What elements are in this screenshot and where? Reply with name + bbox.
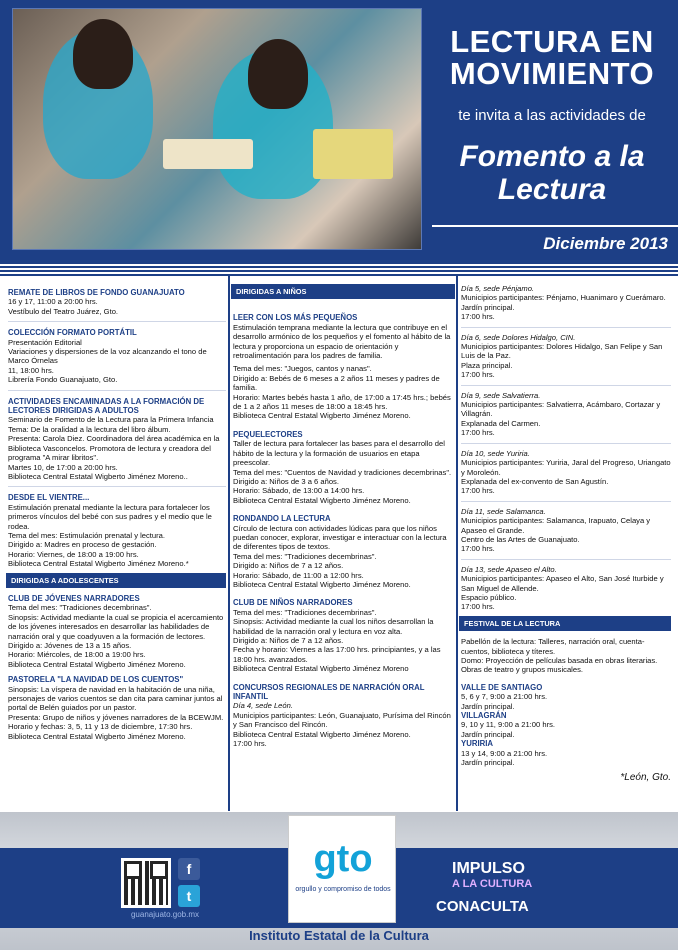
text: Domo: Proyección de películas basada en obras literarias. [461, 656, 658, 665]
impulso-subtext: A LA CULTURA [452, 878, 533, 890]
text: Dirigido a: Niños de 7 a 12 años. [233, 636, 344, 645]
text: Jardín principal. [461, 758, 515, 768]
text: Municipios participantes: Salamanca, Irapuato, Celaya y Apaseo el Grande. [461, 516, 651, 535]
text: Tema del mes: "Juegos, cantos y nanas". [233, 364, 372, 374]
text: 9, 10 y 11, 9:00 a 21:00 hrs. [461, 720, 556, 730]
conaculta-logo: CONACULTA [436, 898, 529, 915]
text: Presentación Editorial [8, 337, 82, 347]
text: Explanada del ex-convento de San Agustín. [461, 476, 609, 486]
text: Biblioteca Central Estatal Wigberto Jiménez Moreno. [233, 495, 411, 505]
facebook-icon[interactable]: f [178, 858, 200, 880]
text: Horario: Martes bebés hasta 1 año, de 17:00 a 17:45 hrs.; bebés de 1 a 2 años 11 meses de 18:00 a 18:45 hrs. [233, 392, 451, 412]
reading-students-photo [12, 8, 422, 250]
text: Horario: Sábado, de 11:00 a 12:00 hrs. [233, 570, 364, 580]
text: 17:00 hrs. [233, 739, 267, 749]
website-link[interactable]: guanajuato.gob.mx [130, 910, 200, 919]
text: Variaciones y dispersiones de la voz alcanzando el tono de Marco Órnelas [8, 347, 207, 366]
text: 16 y 17, 11:00 a 20:00 hrs. [8, 297, 98, 307]
column-adults [8, 278, 226, 741]
section-title: RONDANDO LA LECTURA [233, 514, 331, 524]
location-note: *León, Gto. [620, 772, 671, 784]
gto-logo-text: gto [313, 838, 373, 880]
text: Tema: De la oralidad a la lectura del libro álbum. [8, 424, 171, 434]
text: Sinopsis: La víspera de navidad en la habitación de una niña, personajes de varios cuentos se dan cita para caminar juntos al portal de Belén guiados por un pastor. [8, 684, 223, 713]
text: Tema del mes: Estimulación prenatal y lectura. [8, 530, 166, 540]
text: Fecha y horario: Viernes a las 17:00 hrs. principiantes, y a las 18:00 hrs. avanzados. [233, 645, 441, 664]
text: Círculo de lectura con actividades lúdicas para que los niños puedan conocer, explorar, investigar e interactuar con la lectura de diferentes tipos de textos. [233, 523, 447, 552]
text: Biblioteca Central Estatal Wigberto Jiménez Moreno. [233, 411, 411, 421]
section-title: CONCURSOS REGIONALES DE NARRACIÓN ORAL INFANTIL [233, 682, 425, 702]
section-title: VILLAGRÁN [461, 711, 507, 721]
text: Horario: Viernes, de 18:00 a 19:00 hrs. [8, 549, 139, 559]
text: Horario: Sábado, de 13:00 a 14:00 hrs. [233, 486, 365, 496]
text: Día 13, sede Apaseo el Alto. [461, 564, 557, 574]
text: Dirigido a: Niños de 3 a 6 años. [233, 476, 339, 486]
text: Día 9, sede Salvatierra. [461, 390, 541, 400]
text: Biblioteca Central Estatal Wigberto Jiménez Moreno. [233, 579, 411, 589]
text: Biblioteca Central Estatal Wigberto Jiménez Moreno.* [8, 559, 189, 569]
column-divider [456, 276, 458, 811]
text: Tema del mes: "Tradiciones decembrinas". [8, 603, 152, 613]
column-children [233, 284, 455, 748]
qr-code-icon[interactable] [121, 858, 171, 908]
text: Tema del mes: "Cuentos de Navidad y tradiciones decembrinas". [233, 467, 452, 477]
text: Sinopsis: Actividad mediante la cual se propicia el acercamiento de los jóvenes interesados en desarrollar las habilidades de narración oral y que coadyuven a la formación de lectores. [8, 612, 224, 641]
text: Plaza principal. [461, 360, 513, 370]
text: Municipios participantes: León, Guanajuato, Purísima del Rincón y San Francisco del Rincón. [233, 710, 451, 730]
text: Pabellón de la lectura: Talleres, narración oral, cuenta-cuentos, biblioteca y títeres. [461, 637, 645, 656]
text: Municipios participantes: Apaseo el Alto, San José Iturbide y San Miguel de Allende. [461, 574, 664, 593]
text: Vestíbulo del Teatro Juárez, Gto. [8, 306, 119, 316]
page-title: LECTURA EN MOVIMIENTO [449, 24, 655, 91]
text: 13 y 14, 9:00 a 21:00 hrs. [461, 748, 548, 758]
text: Presenta: Carola Diez. Coordinadora del área académica en la Biblioteca Vasconcelos. Promotora de lectura y creadora del programa "A mirar libritos". [8, 434, 220, 463]
invite-text: te invita a las actividades de [458, 107, 646, 124]
institute-name: Instituto Estatal de la Cultura [249, 928, 429, 943]
text: Jardín principal. [461, 701, 515, 711]
text: Dirigido a: Jóvenes de 13 a 15 años. [8, 641, 132, 650]
text: Día 11, sede Salamanca. [461, 506, 546, 516]
text: Municipios participantes: Dolores Hidalgo, San Felipe y San Luis de la Paz. [461, 342, 663, 361]
text: 17:00 hrs. [461, 486, 495, 496]
section-title: CLUB DE NIÑOS NARRADORES [233, 598, 353, 608]
text: Municipios participantes: Pénjamo, Huanimaro y Cuerámaro. [461, 293, 666, 303]
text: Dirigido a: Madres en proceso de gestación. [8, 540, 157, 550]
text: 17:00 hrs. [461, 428, 495, 438]
divider [432, 225, 678, 227]
section-title: REMATE DE LIBROS DE FONDO GUANAJUATO [8, 288, 185, 297]
section-band: FESTIVAL DE LA LECTURA [459, 616, 671, 631]
section-title: ACTIVIDADES ENCAMINADAS A LA FORMACIÓN DE LECTORES DIRIGIDAS A ADULTOS [8, 396, 205, 416]
text: Sinopsis: Actividad mediante la cual los niños desarrollan la habilidad de la narración oral y lectura en voz alta. [233, 617, 434, 636]
text: Día 6, sede Dolores Hidalgo, CIN. [461, 332, 576, 342]
text: Biblioteca Central Estatal Wigberto Jiménez Moreno. [8, 659, 186, 669]
text: Día 10, sede Yuriria. [461, 448, 530, 458]
text: Biblioteca Central Estatal Wigberto Jiménez Moreno. [8, 731, 186, 741]
text: Explanada del Carmen. [461, 418, 541, 428]
text: 5, 6 y 7, 9:00 a 21:00 hrs. [461, 692, 548, 702]
text: Estimulación temprana mediante la lectura que contribuye en el desarrollo armónico de los pequeños y el fomento al hábito de la lectura y proporciona un espacio de orientación y retroalimentación para los padres de familia. [233, 322, 451, 361]
section-band: DIRIGIDAS A NIÑOS [231, 284, 455, 299]
text: Jardín principal. [461, 302, 515, 312]
text: 17:00 hrs. [461, 312, 495, 322]
text: Horario y fechas: 3, 5, 11 y 13 de diciembre, 17:30 hrs. [8, 722, 193, 732]
section-title: CLUB DE JÓVENES NARRADORES [8, 593, 140, 603]
text: Día 4, sede León. [233, 701, 293, 711]
text: Dirigido a: Bebés de 6 meses a 2 años 11 meses y padres de familia. [233, 373, 440, 393]
text: Biblioteca Central Estatal Wigberto Jiménez Moreno. [233, 729, 411, 739]
text: Municipios participantes: Yuriria, Jaral del Progreso, Uriangato y Moroleón. [461, 458, 671, 477]
text: Martes 10, de 17:00 a 20:00 hrs. [8, 462, 118, 472]
gto-tagline: orgullo y compromiso de todos [295, 886, 391, 893]
text: 17:00 hrs. [461, 602, 495, 612]
text: 17:00 hrs. [461, 370, 495, 380]
section-band: DIRIGIDAS A ADOLESCENTES [6, 573, 226, 588]
program-title: Fomento a la Lectura [459, 140, 645, 206]
text: Día 5, sede Pénjamo. [461, 284, 535, 293]
text: Centro de las Artes de Guanajuato. [461, 534, 580, 544]
twitter-icon[interactable]: t [178, 885, 200, 907]
section-title: DESDE EL VIENTRE... [8, 493, 90, 503]
header-banner [0, 0, 678, 262]
section-title: PEQUELECTORES [233, 429, 303, 439]
section-title: LEER CON LOS MÁS PEQUEÑOS [233, 313, 358, 323]
section-title: PASTORELA "LA NAVIDAD DE LOS CUENTOS" [8, 675, 184, 685]
text: Estimulación prenatal mediante la lectura para fortalecer los primeros vínculos del bebé con sus padres y el medio que le rodea. [8, 502, 212, 531]
month-date: Diciembre 2013 [543, 234, 668, 253]
section-title: VALLE DE SANTIAGO [461, 682, 543, 692]
section-title: COLECCIÓN FORMATO PORTÁTIL [8, 328, 137, 338]
text: Tema del mes: "Tradiciones decembrinas". [233, 551, 377, 561]
text: Jardín principal. [461, 729, 515, 739]
text: Obras de teatro y grupos musicales. [461, 665, 583, 675]
text: 11, 18:00 hrs. [8, 365, 54, 375]
gto-logo [288, 815, 396, 923]
text: Taller de lectura para fortalecer las bases para el desarrollo del hábito de la lectura y la formación de usuarios en etapa preescolar. [233, 439, 445, 468]
text: Horario: Miércoles, de 18:00 a 19:00 hrs. [8, 650, 146, 660]
text: Seminario de Fomento de la Lectura para la Primera Infancia [8, 415, 214, 425]
text: Biblioteca Central Estatal Wigberto Jiménez Moreno.. [8, 471, 188, 481]
text: Presenta: Grupo de niños y jóvenes narradores de la BCEWJM. [8, 712, 224, 722]
column-divider [228, 276, 230, 811]
text: Dirigido a: Niños de 7 a 12 años. [233, 561, 344, 571]
text: Espacio público. [461, 592, 517, 602]
text: Librería Fondo Guanajuato, Gto. [8, 375, 118, 385]
text: Biblioteca Central Estatal Wigberto Jiménez Moreno [233, 664, 409, 674]
text: Tema del mes: "Tradiciones decembrinas". [233, 607, 377, 617]
impulso-logo-text: IMPULSO [452, 860, 525, 877]
text: Municipios participantes: Salvatierra, Acámbaro, Cortazar y Villagrán. [461, 400, 661, 419]
stripe-divider [0, 262, 678, 276]
text: 17:00 hrs. [461, 544, 495, 554]
column-regional [461, 278, 671, 783]
section-title: YURIRIA [461, 739, 494, 749]
